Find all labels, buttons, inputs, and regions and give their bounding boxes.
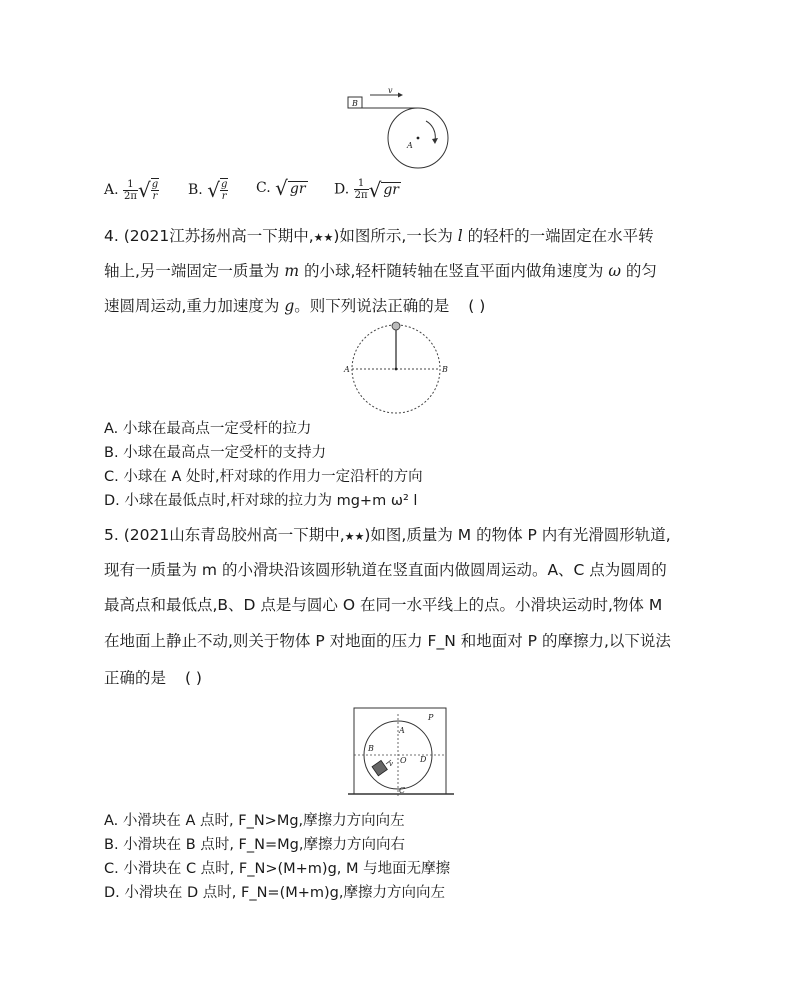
figure-rotating-rod: [340, 318, 460, 418]
q4-stem-line-2: 轴上,另一端固定一质量为 m 的小球,轻杆随转轴在竖直平面内做角速度为 ω 的匀: [104, 262, 657, 280]
label-o: O: [400, 756, 407, 765]
q5-stem-line-5: 正确的是 ( ): [104, 669, 202, 687]
figure-block-on-circle: [340, 86, 460, 176]
q5-option-b[interactable]: B. 小滑块在 B 点时, F_N=Mg,摩擦力方向向右: [104, 837, 405, 853]
option-letter: C.: [256, 180, 271, 196]
q4-option-c[interactable]: C. 小球在 A 处时,杆对球的作用力一定沿杆的方向: [104, 469, 423, 485]
q5-stem-line-1: 5. (2021山东青岛胶州高一下期中,★★)如图,质量为 M 的物体 P 内有光滑圆形轨道,: [104, 526, 671, 544]
q3-option-d[interactable]: D. $\frac{1}{2\pi}$ √ gr: [334, 177, 399, 202]
option-letter: B.: [188, 182, 203, 198]
radicand: gr: [289, 180, 306, 197]
label-a: A: [399, 726, 405, 735]
q3-option-b[interactable]: B. √ $\frac{g}{r}$: [188, 178, 228, 202]
slider: [372, 760, 387, 775]
label-v: v: [389, 760, 393, 768]
q4-option-b[interactable]: B. 小球在最高点一定受杆的支持力: [104, 445, 327, 461]
label-b: B: [352, 99, 358, 108]
q4-stem-line-1: 4. (2021江苏扬州高一下期中,★★)如图所示,一长为 l 的轻杆的一端固定在水平转: [104, 227, 654, 245]
figure-track-in-block: [348, 704, 458, 800]
q5-stem-line-2: 现有一质量为 m 的小滑块沿该圆形轨道在竖直面内做圆周运动。A、C 点为圆周的: [104, 561, 667, 579]
q5-option-d[interactable]: D. 小滑块在 D 点时, F_N=(M+m)g,摩擦力方向向左: [104, 885, 445, 901]
difficulty-stars: ★★: [313, 231, 334, 244]
label-b: B: [368, 744, 374, 753]
fraction: $\frac{1}{2\pi}$: [124, 178, 137, 202]
q3-option-c[interactable]: C. √ gr: [256, 176, 306, 200]
q5-stem-line-3: 最高点和最低点,B、D 点是与圆心 O 在同一水平线上的点。小滑块运动时,物体 M: [104, 596, 663, 614]
answer-bracket: ( ): [468, 297, 486, 315]
fraction: $\frac{1}{2\pi}$: [354, 178, 368, 201]
radicand: $\frac{g}{r}$: [151, 179, 159, 202]
label-v: v: [388, 86, 393, 95]
q4-option-d[interactable]: D. 小球在最低点时,杆对球的拉力为 mg+m ω² l: [104, 493, 418, 509]
radicand: $\frac{g}{r}$: [220, 179, 228, 202]
q5-option-c[interactable]: C. 小滑块在 C 点时, F_N>(M+m)g, M 与地面无摩擦: [104, 861, 451, 877]
label-p: P: [428, 713, 434, 722]
label-d: D: [420, 755, 427, 764]
option-letter: A.: [104, 182, 119, 198]
option-letter: D.: [334, 181, 350, 198]
q4-stem-line-3: 速圆周运动,重力加速度为 g。则下列说法正确的是 ( ): [104, 297, 486, 315]
label-a: A: [344, 365, 350, 374]
difficulty-stars: ★★: [344, 530, 365, 543]
label-b: B: [442, 365, 448, 374]
q5-stem-line-4: 在地面上静止不动,则关于物体 P 对地面的压力 F_N 和地面对 P 的摩擦力,以下说法: [104, 632, 671, 650]
label-a: A: [407, 141, 413, 150]
label-c: C: [399, 786, 406, 795]
q4-option-a[interactable]: A. 小球在最高点一定受杆的拉力: [104, 421, 312, 437]
ball: [392, 322, 400, 330]
radicand: gr: [383, 182, 399, 198]
q3-option-a[interactable]: A. $\frac{1}{2\pi}$ √ $\frac{g}{r}$: [104, 178, 159, 202]
answer-bracket: ( ): [184, 669, 202, 687]
q5-option-a[interactable]: A. 小滑块在 A 点时, F_N>Mg,摩擦力方向向左: [104, 813, 405, 829]
